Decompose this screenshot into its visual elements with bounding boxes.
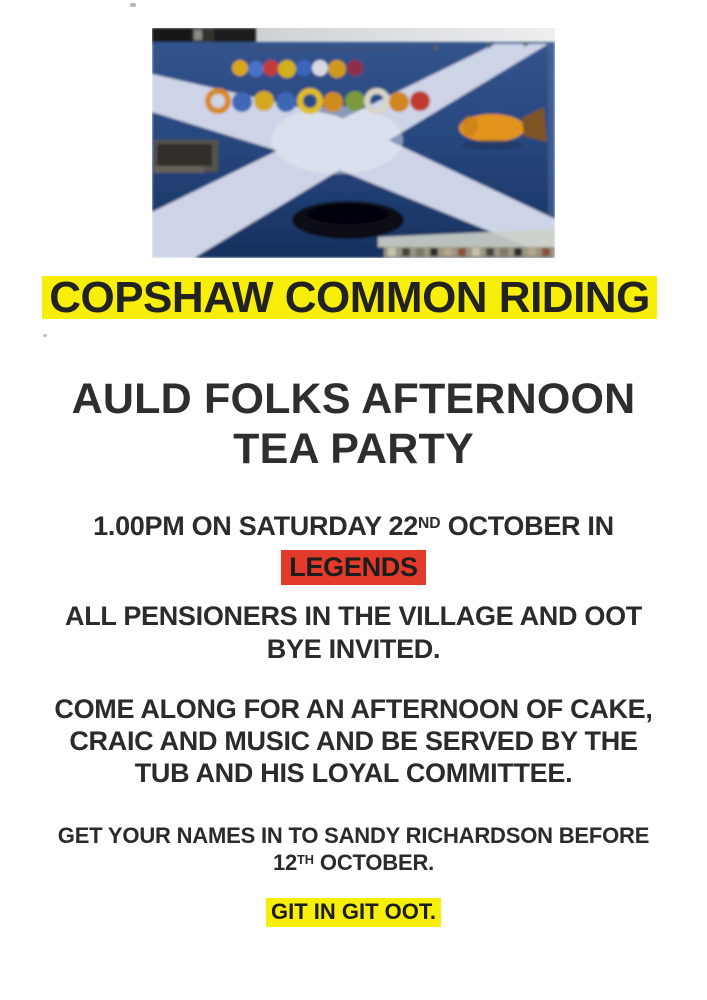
scan-speck <box>130 3 136 7</box>
ordinal-superscript: TH <box>297 852 315 868</box>
footer-slogan <box>0 898 707 927</box>
invitees-line2: BYE INVITED. <box>266 634 441 664</box>
rsvp-line1: GET YOUR NAMES IN TO SANDY RICHARDSON BEFORE <box>57 823 650 848</box>
gray-object <box>154 140 218 173</box>
rsvp-text <box>0 822 707 879</box>
details-line1: COME ALONG FOR AN AFTERNOON OF CAKE, <box>54 694 653 724</box>
invitees-text <box>0 600 707 666</box>
details-text <box>0 693 707 789</box>
details-line2: CRAIC AND MUSIC AND BE SERVED BY THE <box>69 726 638 756</box>
banner-title: COPSHAW COMMON RIDING <box>42 276 657 319</box>
details-line3: TUB AND HIS LOYAL COMMITTEE. <box>134 758 573 788</box>
rsvp-line2: 12TH OCTOBER. <box>272 850 435 875</box>
dark-blob <box>292 201 404 239</box>
banner <box>42 273 657 322</box>
event-datetime <box>0 511 707 585</box>
page-title <box>0 374 707 474</box>
footer-slogan-highlight: GIT IN GIT OOT. <box>266 898 441 927</box>
page-title-line1: AULD FOLKS AFTERNOON <box>71 375 636 423</box>
invitees-line1: ALL PENSIONERS IN THE VILLAGE AND OOT <box>65 601 642 631</box>
saltire-flag-photo <box>152 28 555 258</box>
page-title-line2: TEA PARTY <box>233 425 474 473</box>
scan-speck <box>43 334 47 337</box>
venue-highlight: LEGENDS <box>281 550 425 585</box>
datetime-line: 1.00PM ON SATURDAY 22ND OCTOBER IN <box>93 511 614 541</box>
bunting-letters-row2 <box>208 91 430 112</box>
ordinal-superscript: ND <box>417 514 441 532</box>
